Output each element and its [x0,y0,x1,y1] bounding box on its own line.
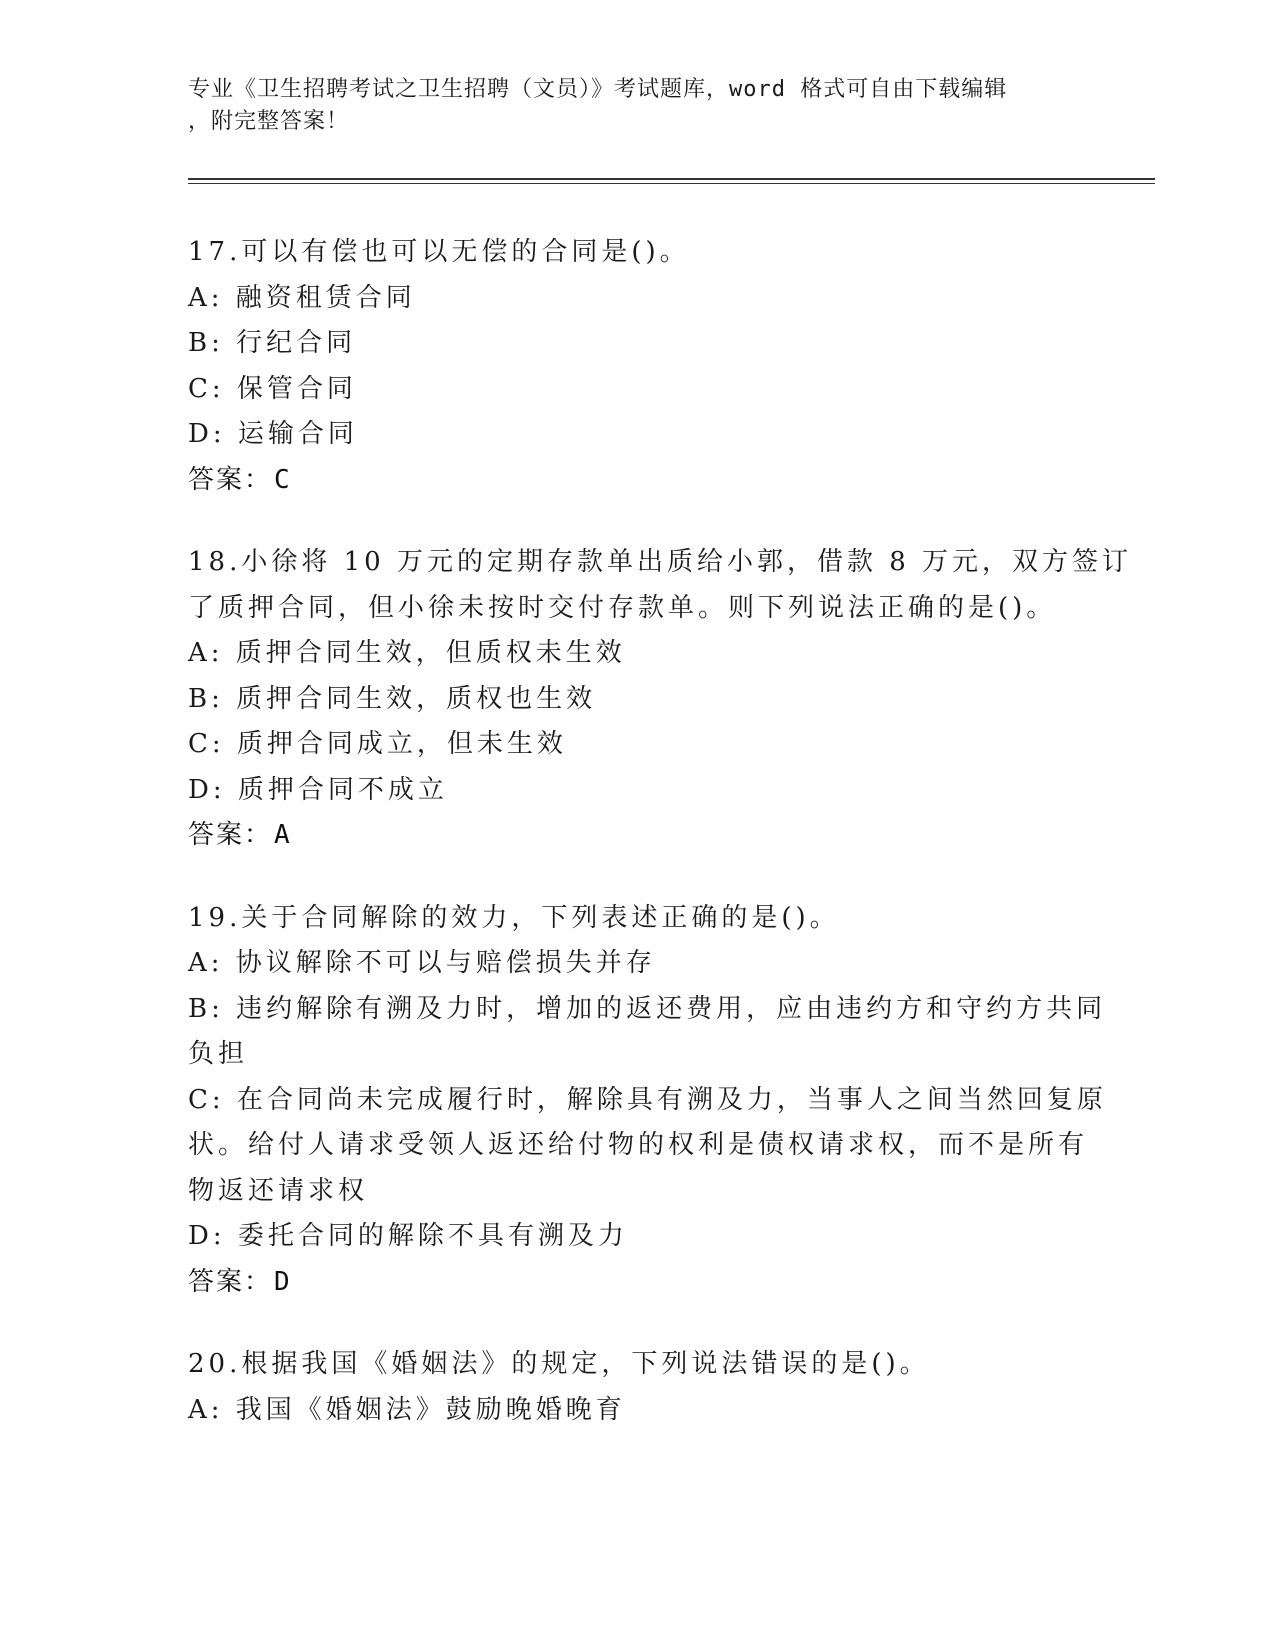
header-divider-thin [188,183,1155,184]
answer-option: B: 质押合同生效，质权也生效 [188,683,597,714]
answer-label: 答案： [188,464,273,495]
header-divider [188,178,1155,180]
answer-label: 答案： [188,1266,273,1297]
answer-line [188,1260,1088,1306]
question-block [188,540,1133,859]
answer-option: A: 协议解除不可以与赔偿损失并存 [188,948,656,978]
header-line-1: 专业《卫生招聘考试之卫生招聘（文员）》考试题库，word 格式可自由下载编辑 [188,77,1008,102]
answer-line [188,813,1088,859]
answer-option: D: 委托合同的解除不具有溯及力 [188,1221,628,1251]
answer-option: 状。给付人请求受领人返还给付物的权利是债权请求权，而不是所有 [188,1130,1089,1160]
answer-value: A [274,820,292,850]
answer-option: C: 保管合同 [188,373,357,404]
question-stem: 18.小徐将 10 万元的定期存款单出质给小郭，借款 8 万元，双方签订 [188,547,1133,577]
answer-line [188,458,1088,504]
question-list [188,230,1133,1470]
question-stem: 了质押合同，但小徐未按时交付存款单。则下列说法正确的是()。 [188,592,1057,623]
question-stem: 20.根据我国《婚姻法》的规定，下列说法错误的是()。 [188,1349,930,1379]
answer-label: 答案： [188,820,273,850]
question-block [188,1342,1088,1433]
answer-option: A: 融资租赁合同 [188,282,416,313]
question-stem: 17.可以有偿也可以无偿的合同是()。 [188,237,690,267]
answer-option: B: 行纪合同 [188,328,357,358]
document-header [188,74,1068,138]
answer-value: C [274,464,292,495]
answer-option: 物返还请求权 [188,1175,369,1206]
answer-option: 负担 [188,1039,249,1069]
answer-option: D: 运输合同 [188,419,358,449]
question-block [188,896,1107,1306]
answer-option: D: 质押合同不成立 [188,774,448,805]
answer-option: C: 在合同尚未完成履行时，解除具有溯及力，当事人之间当然回复原 [188,1084,1107,1115]
answer-option: A: 我国《婚姻法》鼓励晚婚晚育 [188,1394,626,1425]
answer-option: B: 违约解除有溯及力时，增加的返还费用，应由违约方和守约方共同 [188,993,1107,1024]
answer-option: C: 质押合同成立，但未生效 [188,729,567,759]
question-stem: 19.关于合同解除的效力，下列表述正确的是()。 [188,902,840,933]
answer-option: A: 质押合同生效，但质权未生效 [188,638,626,668]
question-block [188,230,1088,503]
header-line-2: ，附完整答案！ [188,109,350,134]
answer-value: D [274,1266,292,1297]
